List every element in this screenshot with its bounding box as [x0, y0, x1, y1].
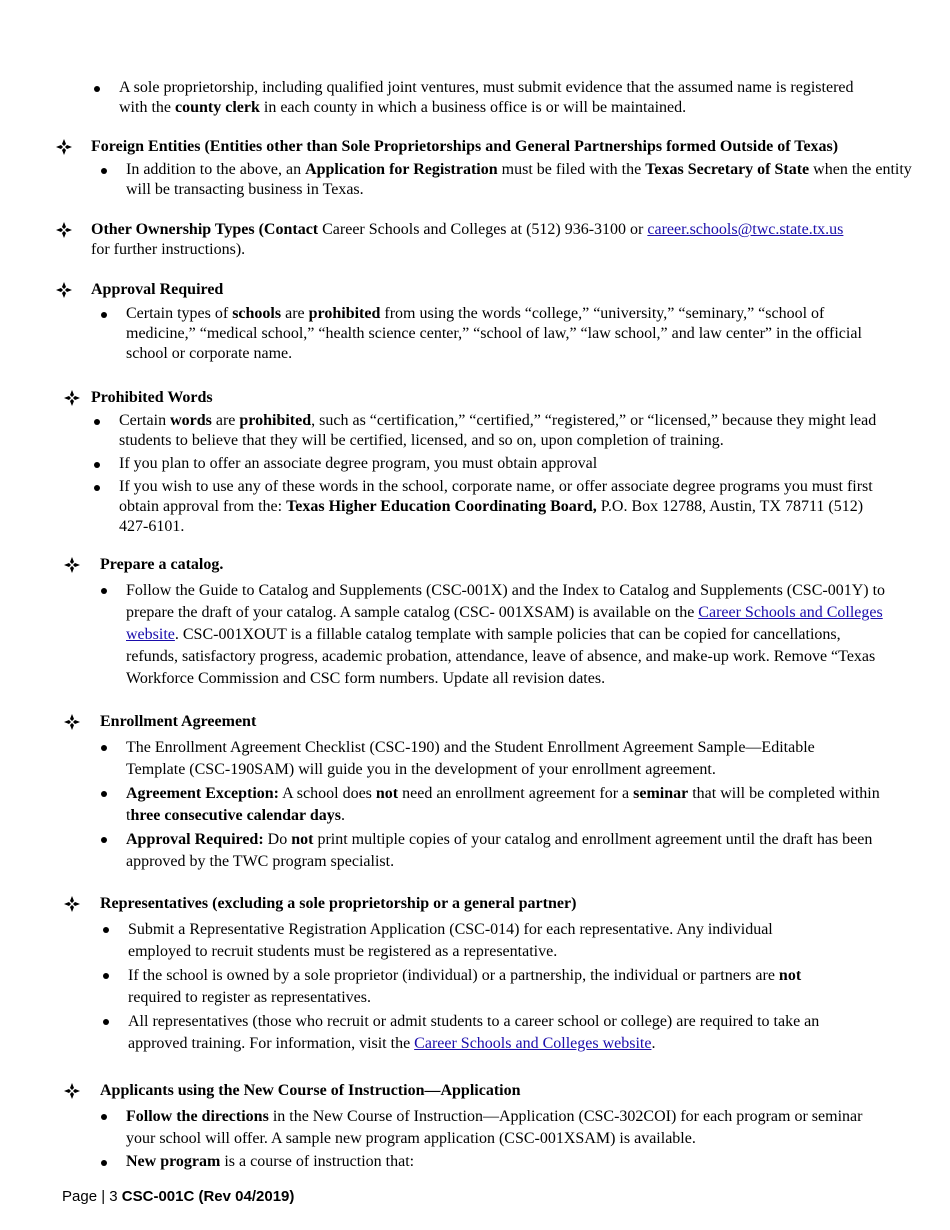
section-title-representatives: Representatives (excluding a sole proprietorship or a general partner): [100, 895, 577, 912]
career-schools-website-link[interactable]: Career Schools and Colleges website: [414, 1035, 652, 1052]
s5-bullet-3: If you wish to use any of these words in the school, corporate name, or offer associate degree programs you must first obtain approval from the: Texas Higher Education Coordinating Board, P.O. Box 12788, Austin, TX 78711 (512) 427-6101.: [119, 478, 873, 535]
form-number: CSC-001C (Rev 04/2019): [121, 1188, 295, 1205]
diamond-bullet-icon: [64, 896, 80, 912]
bullet-dot: [103, 1019, 109, 1025]
bullet-dot: [94, 86, 100, 92]
section-title-prepare-catalog: Prepare a catalog.: [100, 556, 224, 573]
section-other-ownership-cont: for further instructions).: [91, 241, 246, 258]
career-schools-website-link[interactable]: Career Schools and Colleges website: [126, 604, 883, 643]
section-title-new-course: Applicants using the New Course of Instruction—Application: [100, 1082, 521, 1099]
diamond-bullet-icon: [64, 1083, 80, 1099]
bullet-dot: [103, 927, 109, 933]
s5-bullet-1: Certain words are prohibited, such as “certification,” “certified,” “registered,” or “licensed,” because they might lead students to believe that they will be certified, licensed, and so on, upon completion of training.: [119, 412, 877, 449]
diamond-bullet-icon: [56, 222, 72, 238]
s7-bullet-3: Approval Required: Do not print multiple copies of your catalog and enrollment agreement until the draft has been approved by the TWC program specialist.: [126, 831, 873, 870]
s5-bullet-2: If you plan to offer an associate degree program, you must obtain approval: [119, 455, 598, 472]
diamond-bullet-icon: [64, 557, 80, 573]
s7-bullet-1: The Enrollment Agreement Checklist (CSC-190) and the Student Enrollment Agreement Sample—Editable Template (CSC-190SAM) will guide you in the development of your enrollment agreement.: [126, 739, 815, 778]
s6-bullet-1: Follow the Guide to Catalog and Supplements (CSC-001X) and the Index to Catalog and Supplements (CSC-001Y) to prepare the draft of your catalog. A sample catalog (CSC- 001XSAM) is available on the Career Schools and Colleges website. CSC-001XOUT is a fillable catalog template with sample policies that can be copied for cancellations, refunds, satisfactory progress, academic probation, attendance, leave of absence, and make-up work. Remove “Texas Workforce Commission and CSC form numbers. Update all revision dates.: [126, 582, 886, 687]
section-title-approval-required: Approval Required: [91, 281, 224, 298]
bullet-dot: [101, 168, 107, 174]
diamond-bullet-icon: [64, 390, 80, 406]
email-link[interactable]: career.schools@twc.state.tx.us: [647, 221, 844, 238]
diamond-bullet-icon: [56, 139, 72, 155]
diamond-bullet-icon: [64, 714, 80, 730]
s8-bullet-2: If the school is owned by a sole proprietor (individual) or a partnership, the individual or partners are not required to register as representatives.: [128, 967, 802, 1006]
bullet-dot: [94, 419, 100, 425]
bullet-dot: [101, 312, 107, 318]
section-title-foreign-entities: Foreign Entities (Entities other than Sole Proprietorships and General Partnerships formed Outside of Texas): [91, 138, 839, 155]
bullet-dot: [101, 791, 107, 797]
s8-bullet-1: Submit a Representative Registration Application (CSC-014) for each representative. Any individual employed to recruit students must be registered as a representative.: [128, 921, 773, 960]
diamond-bullet-icon: [56, 282, 72, 298]
section-title-prohibited-words: Prohibited Words: [91, 389, 213, 406]
bullet-dot: [101, 837, 107, 843]
s1-bullet-1: A sole proprietorship, including qualified joint ventures, must submit evidence that the assumed name is registered with the county clerk in each county in which a business office is or will be maintained.: [119, 79, 854, 116]
bullet-dot: [101, 745, 107, 751]
bullet-dot: [94, 462, 100, 468]
bullet-dot: [101, 588, 107, 594]
section-title-enrollment-agreement: Enrollment Agreement: [100, 713, 257, 730]
page-number: Page | 3: [62, 1188, 122, 1205]
bullet-dot: [103, 973, 109, 979]
s4-bullet-1: Certain types of schools are prohibited from using the words “college,” “university,” “seminary,” “school of medicine,” “medical school,” “health science center,” “school of law,” “law school,” and law center” in the official school or corporate name.: [126, 305, 862, 362]
s2-bullet-1: In addition to the above, an Application for Registration must be filed with the Texas Secretary of State when the entity will be transacting business in Texas.: [126, 161, 912, 198]
page-footer: [62, 1187, 294, 1207]
bullet-dot: [101, 1160, 107, 1166]
s9-bullet-2: New program is a course of instruction that:: [126, 1153, 415, 1170]
section-other-ownership: Other Ownership Types (Contact Career Schools and Colleges at (512) 936-3100 or career.schools@twc.state.tx.us: [91, 221, 844, 238]
s9-bullet-1: Follow the directions in the New Course of Instruction—Application (CSC-302COI) for each program or seminar your school will offer. A sample new program application (CSC-001XSAM) is available.: [126, 1108, 863, 1147]
bullet-dot: [101, 1114, 107, 1120]
bullet-dot: [94, 485, 100, 491]
s8-bullet-3: All representatives (those who recruit or admit students to a career school or college) are required to take an approved training. For information, visit the Career Schools and Colleges website.: [128, 1013, 820, 1052]
s7-bullet-2: Agreement Exception: A school does not need an enrollment agreement for a seminar that will be completed within three consecutive calendar days.: [126, 785, 880, 824]
